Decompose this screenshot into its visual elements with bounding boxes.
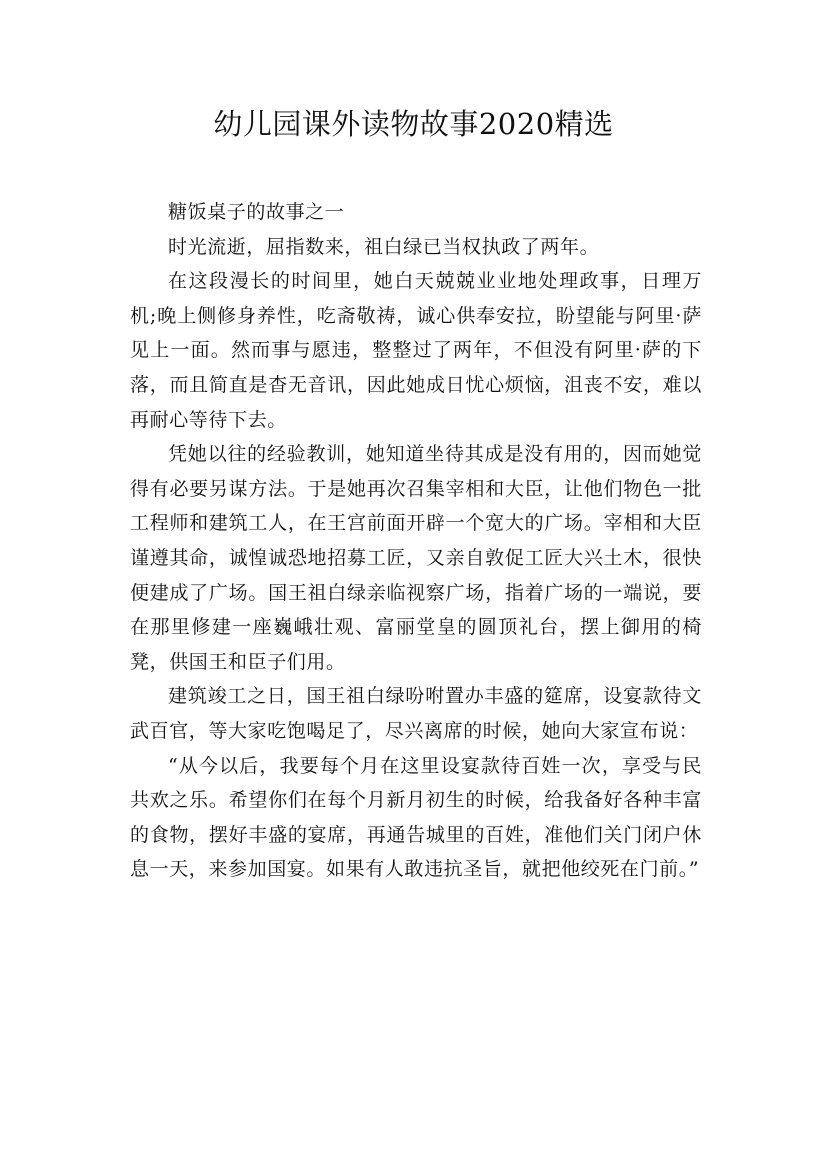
paragraph: “从今以后，我要每个月在这里设宴款待百姓一次，享受与民共欢之乐。希望你们在每个月新月初生的时候，给我备好各种丰富的食物，摆好丰盛的宴席，再通告城里的百姓，准他们关门闭户休息一天，来参加国宴。如果有人敢违抗圣旨，就把他绞死在门前。” [130, 754, 702, 881]
paragraph: 时光流逝，屈指数来，祖白绿已当权执政了两年。 [168, 235, 600, 258]
section-heading: 糖饭桌子的故事之一 [168, 201, 345, 223]
document-body [130, 195, 702, 887]
paragraph: 在这段漫长的时间里，她白天兢兢业业地处理政事，日理万机;晚上侧修身养性，吃斋敬祷，诚心供奉安拉，盼望能与阿里·萨见上一面。然而事与愿违，整整过了两年，不但没有阿里·萨的下落，而且简直是杳无音讯，因此她成日忧心烦恼，沮丧不安，难以再耐心等待下去。 [130, 270, 702, 431]
paragraph: 建筑竣工之日，国王祖白绿吩咐置办丰盛的筵席，设宴款待文武百官，等大家吃饱喝足了，尽兴离席的时候，她向大家宣布说： [130, 685, 702, 742]
paragraph: 凭她以往的经验教训，她知道坐待其成是没有用的，因而她觉得有必要另谋方法。于是她再次召集宰相和大臣，让他们物色一批工程师和建筑工人，在王宫前面开辟一个宽大的广场。宰相和大臣谨遵其命，诚惶诚恐地招募工匠，又亲自敦促工匠大兴土木，很快便建成了广场。国王祖白绿亲临视察广场，指着广场的一端说，要在那里修建一座巍峨壮观、富丽堂皇的圆顶礼台，摆上御用的椅凳，供国王和臣子们用。 [130, 443, 702, 673]
document-title: 幼儿园课外读物故事2020精选 [213, 107, 614, 141]
